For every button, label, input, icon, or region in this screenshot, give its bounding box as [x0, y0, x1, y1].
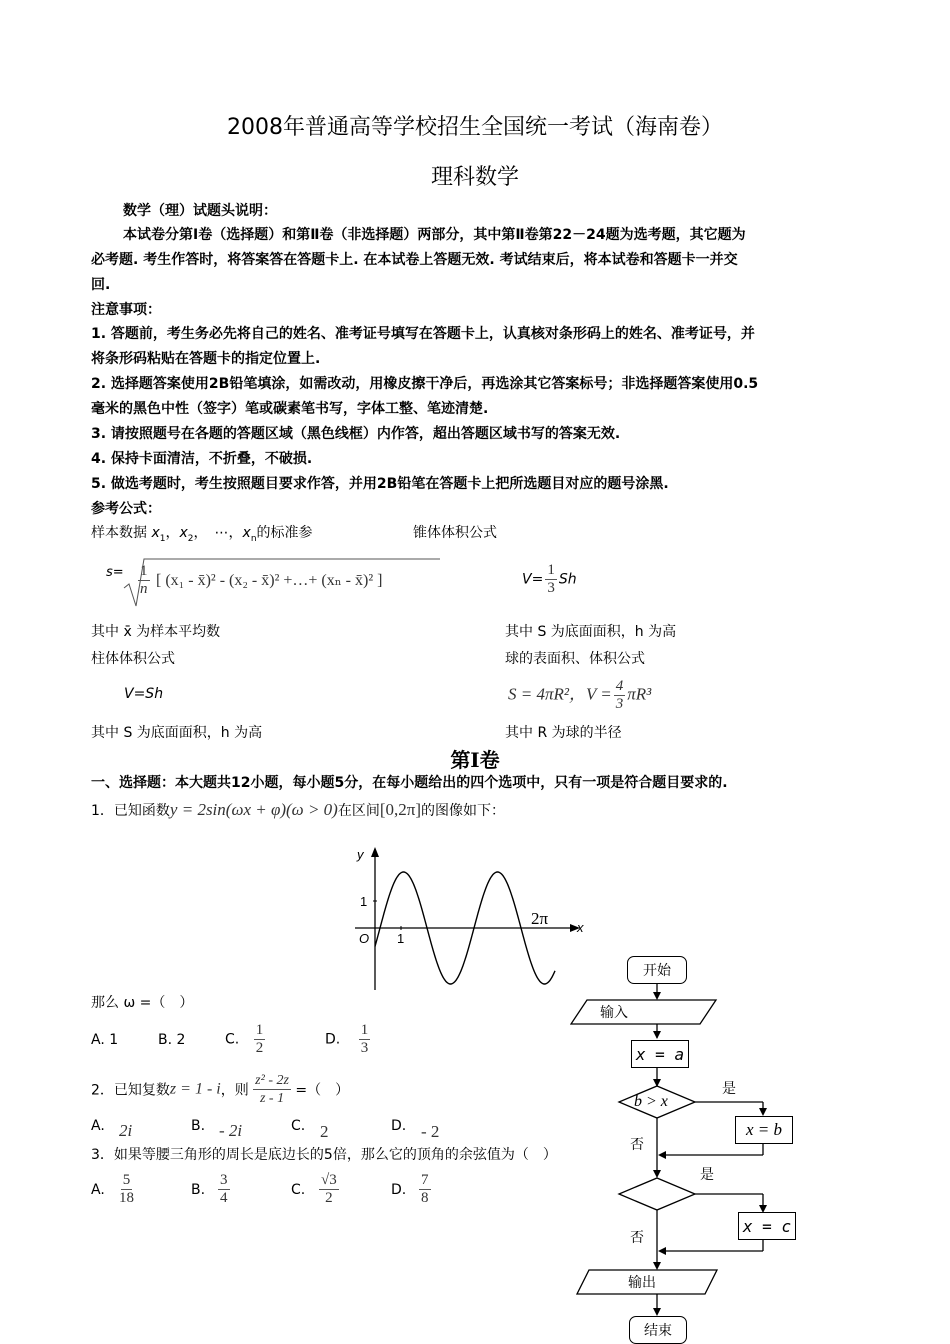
intro-para-3: 回.	[91, 277, 111, 293]
std-formula: s= $\frac{1}{n}$ [ (x₁ - x̄)² - (x₂ - x̄)² +…+ (xₙ - x̄)² ]	[106, 556, 441, 610]
q2-options: A. 2i B. - 2i C. 2 D. - 2	[91, 1118, 440, 1141]
sphere-formula: S = 4πR²，V = $\frac{4}{3}$ πR³	[508, 678, 652, 712]
prism-formula: V=Sh	[124, 686, 164, 702]
sphere-label: 球的表面积、体积公式	[505, 651, 645, 667]
x-tick-1: 1	[397, 931, 405, 946]
axis-x-label: x	[577, 920, 584, 935]
y-tick-1: 1	[360, 894, 368, 909]
q2-stem: 2．已知复数z = 1 - i，则 $\frac{\text{z² - 2z}}{z - 1}$ =（ ）	[91, 1073, 350, 1106]
flow-no-2: 否	[630, 1230, 644, 1246]
sphere-note: 其中 R 为球的半径	[505, 725, 622, 741]
q1-option-d: D. $\frac{1}{3}$	[325, 1022, 369, 1056]
q3-options: A. $\frac{5}{18}$ B. $\frac{3}{4}$ C. $\frac{√3}{2}$ D. $\frac{7}{8}$	[91, 1172, 429, 1206]
note-3: 3. 请按照题号在各题的答题区域（黑色线框）内作答，超出答题区域书写的答案无效.	[91, 426, 621, 442]
note-5: 5. 做选考题时，考生按照题目要求作答，并用2B铅笔在答题卡上把所选题目对应的题号涂黑.	[91, 476, 669, 492]
part1-heading: 第Ⅰ卷	[450, 750, 500, 772]
intro-para-2: 必考题. 考生作答时，将答案答在答题卡上. 在本试卷上答题无效. 考试结束后，将本试卷和答题卡一并交	[91, 252, 738, 268]
prism-label: 柱体体积公式	[91, 651, 175, 667]
note-2a: 2. 选择题答案使用2B铅笔填涂，如需改动，用橡皮擦干净后，再选涂其它答案标号；非选择题答案使用0.5	[91, 376, 759, 392]
flow-yes-2: 是	[700, 1167, 714, 1183]
std-label-b: 的标准参	[256, 525, 313, 541]
q1-option-c: C. $\frac{1}{2}$	[225, 1022, 264, 1056]
q3-stem: 3．如果等腰三角形的周长是底边长的5倍，那么它的顶角的余弦值为（ ）	[91, 1147, 557, 1163]
note-4: 4. 保持卡面清洁，不折叠，不破损.	[91, 451, 313, 467]
sine-graph	[340, 845, 590, 995]
flow-yes-1: 是	[722, 1081, 736, 1097]
flow-end: 结束	[629, 1316, 687, 1344]
q1-option-b: B. 2	[158, 1032, 186, 1048]
q1-stem: 1．已知函数y = 2sin(ωx + φ)(ω > 0)在区间[0,2π]的图像如下：	[91, 800, 505, 819]
exam-title: 2008年普通高等学校招生全国统一考试（海南卷）	[227, 115, 723, 140]
q1-interval: [0,2π]	[379, 800, 421, 819]
q1-formula: y = 2sin(ωx + φ)(ω > 0)	[169, 800, 338, 819]
cone-label: 锥体体积公式	[413, 525, 497, 541]
cone-formula: V= $\frac{1}{3}$ Sh	[522, 562, 577, 596]
flow-x-eq-a: x = a	[631, 1040, 689, 1068]
axis-y-label: y	[357, 847, 364, 862]
flow-x-eq-c: x = c	[738, 1212, 796, 1240]
std-label: 样本数据 $x_1$，$x_2$， ⋯，$x_n$的标准参	[91, 525, 313, 544]
flow-x-eq-b: x = b	[735, 1116, 793, 1144]
exam-subtitle: 理科数学	[430, 165, 519, 190]
q2-z: z = 1 - i	[169, 1080, 221, 1098]
flow-input: 输入	[600, 1005, 628, 1021]
flow-cond-1: b > x	[634, 1093, 668, 1110]
intro-para-1: 本试卷分第Ⅰ卷（选择题）和第Ⅱ卷（非选择题）两部分，其中第Ⅱ卷第22－24题为选考题，其它题为	[123, 227, 746, 243]
cone-note: 其中 S 为底面面积，h 为高	[505, 624, 677, 640]
flow-start: 开始	[627, 956, 687, 984]
flow-no-1: 否	[630, 1137, 644, 1153]
std-expression: [ (x₁ - x̄)² - (x₂ - x̄)² +…+ (xₙ - x̄)² ]	[156, 572, 383, 589]
notes-heading: 注意事项：	[91, 302, 161, 318]
prism-note: 其中 S 为底面面积，h 为高	[91, 725, 263, 741]
flow-output: 输出	[628, 1275, 656, 1291]
s-eq: s=	[106, 565, 124, 580]
two-pi-label: 2π	[531, 909, 549, 928]
q1-options	[91, 1022, 491, 1068]
note-1b: 将条形码粘贴在答题卡的指定位置上.	[91, 351, 321, 367]
q1-ask: 那么 ω =（ ）	[91, 995, 194, 1011]
section-1-heading: 一、选择题：本大题共12小题，每小题5分，在每小题给出的四个选项中，只有一项是符合题目要求的.	[91, 775, 728, 791]
origin-label: O	[359, 931, 370, 946]
note-2b: 毫米的黑色中性（签字）笔或碳素笔书写，字体工整、笔迹清楚.	[91, 401, 489, 417]
mean-note: 其中 x̄ 为样本平均数	[91, 624, 221, 640]
intro-heading: 数学（理）试题头说明：	[123, 203, 277, 219]
formula-heading: 参考公式：	[91, 501, 161, 517]
q1-option-a: A. 1	[91, 1032, 119, 1048]
note-1a: 1. 答题前，考生务必先将自己的姓名、准考证号填写在答题卡上，认真核对条形码上的姓名、准考证号，并	[91, 326, 755, 342]
std-label-a: 样本数据	[91, 525, 147, 541]
